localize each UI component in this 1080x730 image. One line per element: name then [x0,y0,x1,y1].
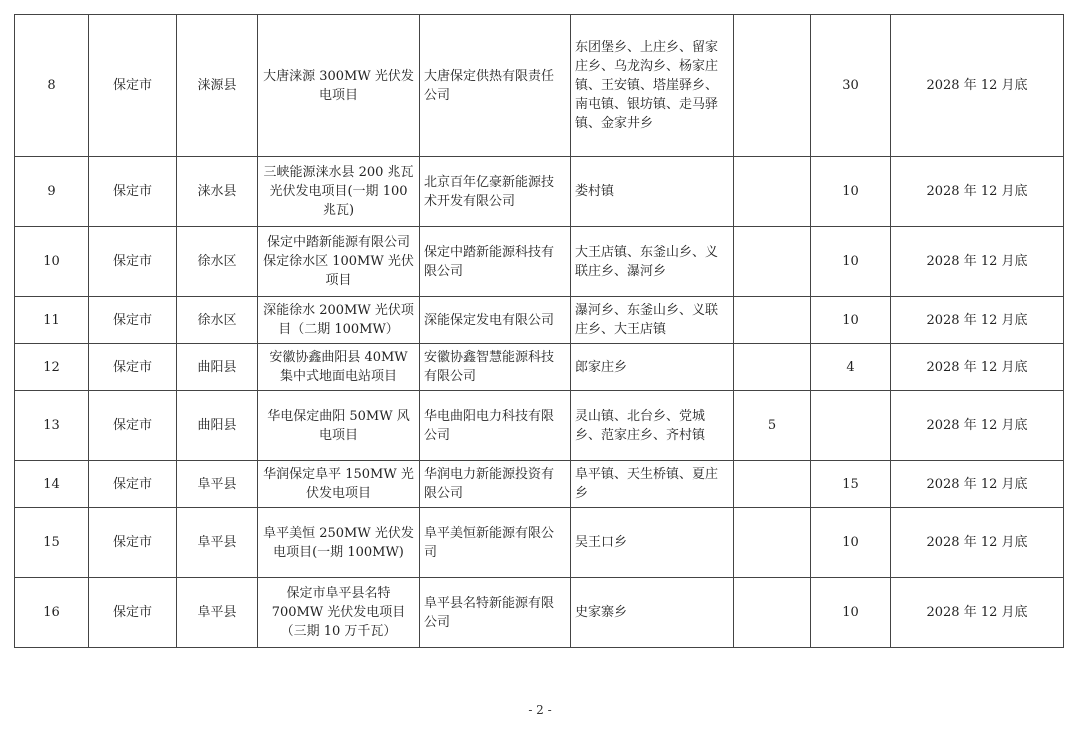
cell-county: 阜平县 [177,508,258,578]
page-number: - 2 - [528,703,552,717]
cell-project-name: 三峡能源涞水县 200 兆瓦光伏发电项目(一期 100 兆瓦) [258,157,420,227]
cell-project-name: 华润保定阜平 150MW 光伏发电项目 [258,461,420,508]
cell-number: 9 [15,157,89,227]
cell-wind-scale [734,157,811,227]
cell-city: 保定市 [89,391,177,461]
cell-county: 徐水区 [177,297,258,344]
cell-towns: 东团堡乡、上庄乡、留家庄乡、乌龙沟乡、杨家庄镇、王安镇、塔崖驿乡、南屯镇、银坊镇、走马驿镇、金家井乡 [571,15,734,157]
table-row [15,578,1064,648]
cell-city: 保定市 [89,461,177,508]
cell-towns: 瀑河乡、东釜山乡、义联庄乡、大王店镇 [571,297,734,344]
cell-city: 保定市 [89,344,177,391]
cell-wind-scale [734,15,811,157]
cell-company: 安徽协鑫智慧能源科技有限公司 [420,344,571,391]
cell-deadline: 2028 年 12 月底 [891,391,1064,461]
cell-capacity [811,391,891,461]
cell-number: 15 [15,508,89,578]
cell-project-name: 安徽协鑫曲阳县 40MW 集中式地面电站项目 [258,344,420,391]
cell-project-name: 阜平美恒 250MW 光伏发电项目(一期 100MW) [258,508,420,578]
cell-wind-scale [734,461,811,508]
cell-wind-scale [734,344,811,391]
table-row [15,15,1064,157]
cell-city: 保定市 [89,157,177,227]
cell-wind-scale [734,227,811,297]
cell-company: 华润电力新能源投资有限公司 [420,461,571,508]
cell-company: 大唐保定供热有限责任公司 [420,15,571,157]
table-row [15,157,1064,227]
cell-number: 10 [15,227,89,297]
cell-city: 保定市 [89,297,177,344]
cell-deadline: 2028 年 12 月底 [891,344,1064,391]
cell-towns: 郎家庄乡 [571,344,734,391]
cell-project-name: 大唐涞源 300MW 光伏发电项目 [258,15,420,157]
cell-capacity: 30 [811,15,891,157]
cell-number: 8 [15,15,89,157]
cell-number: 16 [15,578,89,648]
cell-county: 曲阳县 [177,391,258,461]
cell-number: 12 [15,344,89,391]
cell-capacity: 15 [811,461,891,508]
cell-city: 保定市 [89,227,177,297]
cell-county: 涞源县 [177,15,258,157]
cell-deadline: 2028 年 12 月底 [891,15,1064,157]
cell-number: 14 [15,461,89,508]
cell-project-name: 深能徐水 200MW 光伏项目（二期 100MW） [258,297,420,344]
cell-company: 北京百年亿豪新能源技术开发有限公司 [420,157,571,227]
cell-county: 阜平县 [177,578,258,648]
cell-company: 阜平县名特新能源有限公司 [420,578,571,648]
cell-number: 11 [15,297,89,344]
cell-county: 涞水县 [177,157,258,227]
cell-project-name: 保定中踏新能源有限公司保定徐水区 100MW 光伏项目 [258,227,420,297]
table-row [15,391,1064,461]
cell-city: 保定市 [89,578,177,648]
cell-capacity: 10 [811,297,891,344]
cell-county: 徐水区 [177,227,258,297]
table-row [15,461,1064,508]
cell-project-name: 华电保定曲阳 50MW 风电项目 [258,391,420,461]
cell-capacity: 10 [811,157,891,227]
cell-deadline: 2028 年 12 月底 [891,157,1064,227]
cell-capacity: 10 [811,508,891,578]
cell-company: 阜平美恒新能源有限公司 [420,508,571,578]
cell-towns: 大王店镇、东釜山乡、义联庄乡、瀑河乡 [571,227,734,297]
cell-deadline: 2028 年 12 月底 [891,227,1064,297]
cell-city: 保定市 [89,15,177,157]
cell-deadline: 2028 年 12 月底 [891,508,1064,578]
cell-capacity: 10 [811,227,891,297]
table-row [15,508,1064,578]
project-table [14,14,1064,648]
cell-towns: 灵山镇、北台乡、党城乡、范家庄乡、齐村镇 [571,391,734,461]
table-row [15,227,1064,297]
cell-towns: 史家寨乡 [571,578,734,648]
table-body [15,15,1064,648]
cell-company: 华电曲阳电力科技有限公司 [420,391,571,461]
cell-wind-scale [734,508,811,578]
cell-towns: 吴王口乡 [571,508,734,578]
cell-project-name: 保定市阜平县名特 700MW 光伏发电项目（三期 10 万千瓦） [258,578,420,648]
cell-capacity: 4 [811,344,891,391]
table-row [15,344,1064,391]
cell-company: 保定中踏新能源科技有限公司 [420,227,571,297]
cell-wind-scale: 5 [734,391,811,461]
cell-county: 曲阳县 [177,344,258,391]
cell-towns: 娄村镇 [571,157,734,227]
cell-deadline: 2028 年 12 月底 [891,578,1064,648]
cell-wind-scale [734,578,811,648]
cell-city: 保定市 [89,508,177,578]
cell-number: 13 [15,391,89,461]
cell-capacity: 10 [811,578,891,648]
cell-deadline: 2028 年 12 月底 [891,297,1064,344]
cell-wind-scale [734,297,811,344]
cell-county: 阜平县 [177,461,258,508]
table-row [15,297,1064,344]
cell-company: 深能保定发电有限公司 [420,297,571,344]
cell-towns: 阜平镇、天生桥镇、夏庄乡 [571,461,734,508]
cell-deadline: 2028 年 12 月底 [891,461,1064,508]
